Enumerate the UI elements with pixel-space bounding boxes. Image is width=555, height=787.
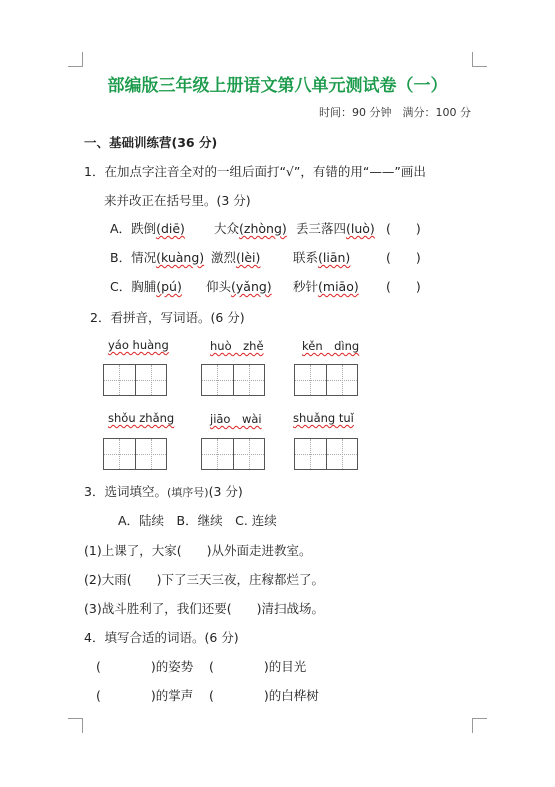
word: 跌倒 (131, 221, 157, 236)
q3-sentence-3: (3)战斗胜利了，我们还要( )清扫战场。 (84, 601, 324, 616)
pinyin-jiao-wai: jiāo wài (210, 412, 262, 426)
q1-b-word2: 激烈(lèi) (211, 250, 261, 265)
q4-blank-4[interactable]: ( )的白桦树 (209, 688, 319, 703)
q1-a-word2: 大众(zhòng) (214, 221, 287, 236)
q1-a-answer[interactable]: ( ) (386, 221, 421, 236)
crop-mark-bottom-left (68, 718, 83, 733)
q1-c-word3: 秒针(miāo) (293, 279, 359, 294)
page-title: 部编版三年级上册语文第八单元测试卷（一） (107, 76, 448, 96)
write-grid-4[interactable] (103, 438, 167, 470)
pinyin-shuang-tui: shuǎng tuǐ (293, 411, 354, 425)
q3-note: (填序号) (166, 486, 209, 499)
q1-b-word3: 联系(liān) (293, 250, 351, 265)
q3-sentence-1: (1)上课了，大家( )从外面走进教室。 (84, 543, 312, 558)
pinyin-shou-zhang: shǒu zhǎng (108, 411, 175, 425)
write-grid-5[interactable] (201, 438, 265, 470)
q2-instruction: 2．看拼音，写词语。(6 分) (90, 310, 245, 325)
crop-mark-top-left (68, 52, 83, 67)
q1-b-answer[interactable]: ( ) (386, 250, 421, 265)
crop-mark-bottom-right (472, 718, 487, 733)
q4-instruction: 4．填写合适的词语。(6 分) (84, 630, 239, 645)
option-label: A． (110, 221, 132, 236)
write-grid-1[interactable] (103, 364, 167, 396)
write-grid-2[interactable] (201, 364, 265, 396)
q1-option-a (110, 219, 185, 237)
pinyin-huo-zhe: huò zhě (210, 339, 264, 353)
exam-meta: 时间：90 分钟 满分：100 分 (319, 106, 471, 119)
q3-instruction: 3．选词填空。(填序号)(3 分) (84, 484, 243, 499)
q1-c-word2: 仰头(yǎng) (206, 279, 272, 294)
crop-mark-top-right (472, 52, 487, 67)
q1-instruction-line1: 1．在加点字注音全对的一组后面打“√”，有错的用“——”画出 (84, 164, 426, 179)
q4-blank-2[interactable]: ( )的目光 (209, 659, 307, 674)
pinyin-ken-ding: kěn dìng (302, 339, 360, 353)
write-grid-6[interactable] (294, 438, 358, 470)
q1-option-c: C．胸脯(pú) (110, 279, 182, 294)
q1-a-word3: 丢三落四(luò) (296, 221, 375, 236)
q1-instruction-line2: 来并改正在括号里。(3 分) (104, 193, 251, 208)
write-grid-3[interactable] (294, 364, 358, 396)
pinyin-yao-huang: yáo huàng (108, 338, 169, 352)
q1-c-answer[interactable]: ( ) (386, 279, 421, 294)
q4-blank-1[interactable]: ( )的姿势 (96, 659, 194, 674)
q3-options: A．陆续 B．继续 C. 连续 (118, 513, 277, 528)
q4-blank-3[interactable]: ( )的掌声 (96, 688, 194, 703)
q3-sentence-2: (2)大雨( )下了三天三夜，庄稼都烂了。 (84, 572, 324, 587)
pinyin: (diē) (156, 221, 185, 236)
section-1-heading: 一、基础训练营(36 分) (84, 135, 218, 150)
q1-option-b: B．情况(kuàng) (110, 250, 205, 265)
